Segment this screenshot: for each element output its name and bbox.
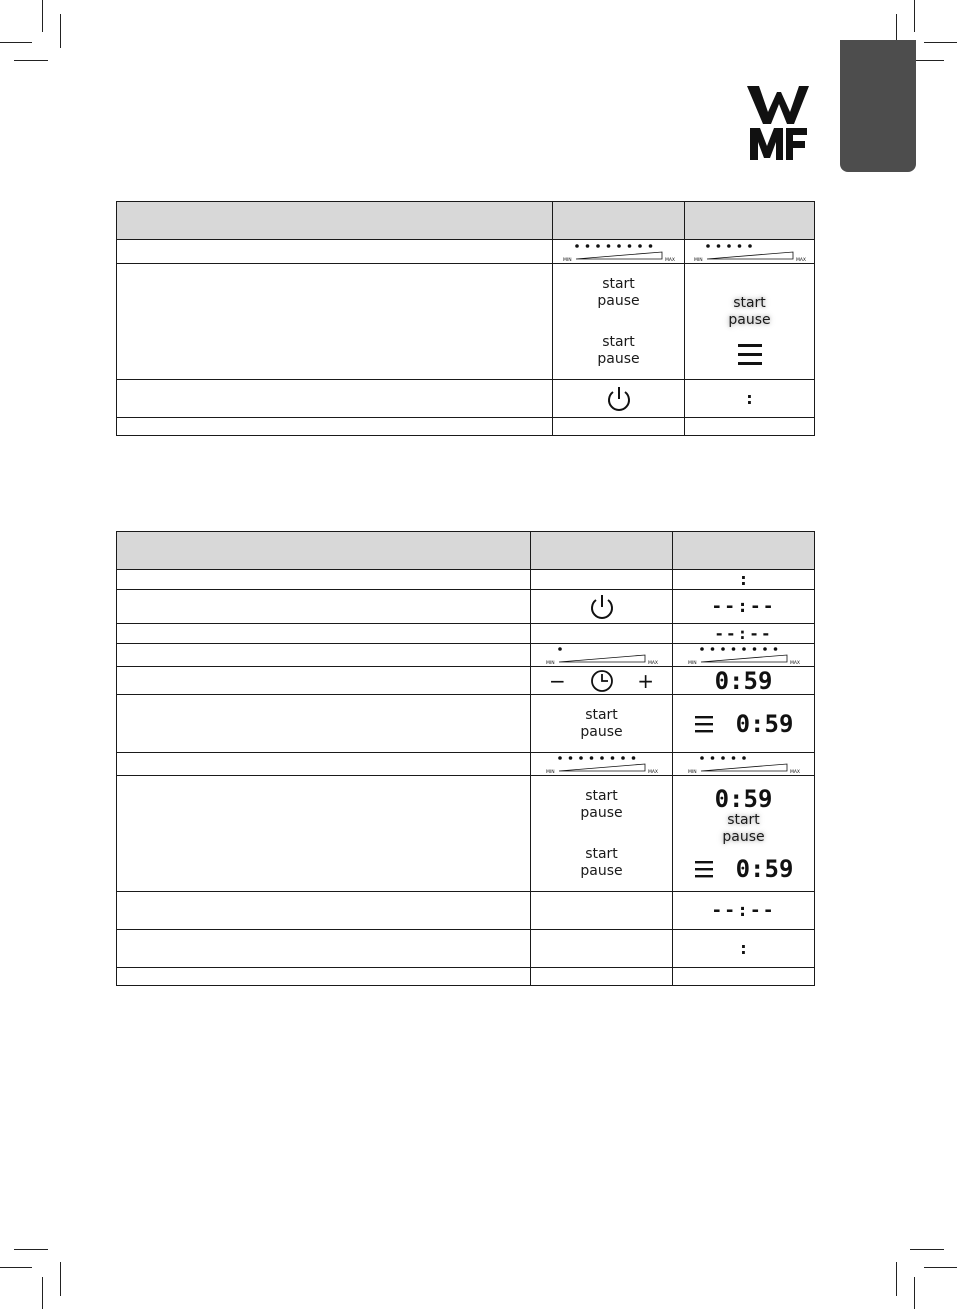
crop-mark xyxy=(914,1277,915,1309)
language-tab xyxy=(840,40,916,172)
table-1-header-row xyxy=(117,202,815,240)
power-level-wedge xyxy=(701,655,787,662)
minus-icon: − xyxy=(549,668,566,693)
power-level-dot xyxy=(721,756,725,760)
crop-mark xyxy=(924,42,957,43)
power-level-wedge xyxy=(559,655,645,662)
start-pause-label-lit: start pause xyxy=(728,294,771,328)
header-cell xyxy=(553,202,685,240)
start-pause-label: start pause xyxy=(597,275,640,309)
scale-max-label: MAX xyxy=(789,770,800,775)
description-cell xyxy=(117,380,553,418)
level-cell xyxy=(531,644,673,667)
plus-icon: + xyxy=(637,668,654,693)
description-cell xyxy=(117,418,553,436)
crop-mark xyxy=(0,42,32,43)
display-cell xyxy=(673,624,815,644)
timer-display: 0:59 xyxy=(714,784,773,813)
table-row xyxy=(117,892,815,930)
table-row xyxy=(117,624,815,644)
button-cell xyxy=(531,695,673,753)
description-cell xyxy=(117,753,531,776)
table-row xyxy=(117,968,815,986)
display-cell xyxy=(685,380,815,418)
menu-icon xyxy=(736,341,764,369)
table-1 xyxy=(116,201,815,436)
display-cell xyxy=(673,892,815,930)
display-cell xyxy=(673,930,815,968)
button-cell xyxy=(553,264,685,380)
scale-min-label: MIN xyxy=(562,257,572,263)
menu-icon xyxy=(694,859,714,879)
display-colon: : xyxy=(746,389,753,408)
power-icon xyxy=(605,384,633,414)
description-cell xyxy=(117,930,531,968)
table-row xyxy=(117,930,815,968)
crop-mark xyxy=(896,1262,897,1296)
header-cell xyxy=(685,202,815,240)
power-level-dot xyxy=(585,244,589,248)
power-level-dot xyxy=(606,244,610,248)
table-row xyxy=(117,644,815,667)
description-cell xyxy=(117,264,553,380)
power-level-dot xyxy=(648,244,652,248)
crop-mark xyxy=(42,1277,43,1309)
power-level-dot xyxy=(568,756,572,760)
power-level-dot xyxy=(731,756,735,760)
power-level-dot xyxy=(700,756,704,760)
power-level-dot xyxy=(575,244,579,248)
power-level-scale xyxy=(544,644,660,666)
scale-min-label: MIN xyxy=(687,661,697,666)
description-cell xyxy=(117,968,531,986)
power-level-dot xyxy=(589,756,593,760)
button-cell xyxy=(531,667,673,695)
scale-max-label: MAX xyxy=(647,661,658,666)
display-cell xyxy=(673,667,815,695)
table-row xyxy=(117,776,815,892)
table-row xyxy=(117,240,815,264)
button-cell xyxy=(531,570,673,590)
power-level-dot xyxy=(727,244,731,248)
power-level-wedge xyxy=(559,764,645,771)
power-level-dot xyxy=(631,756,635,760)
header-cell xyxy=(117,532,531,570)
table-row xyxy=(117,590,815,624)
power-level-scale xyxy=(692,241,808,263)
power-level-dot xyxy=(706,244,710,248)
table-row xyxy=(117,418,815,436)
level-cell xyxy=(685,240,815,264)
display-cell xyxy=(685,264,815,380)
crop-mark xyxy=(60,1262,61,1296)
description-cell xyxy=(117,667,531,695)
crop-mark xyxy=(914,0,915,32)
scale-min-label: MIN xyxy=(693,257,703,263)
description-cell xyxy=(117,695,531,753)
table-row xyxy=(117,667,815,695)
level-cell xyxy=(531,753,673,776)
description-cell xyxy=(117,892,531,930)
scale-min-label: MIN xyxy=(687,770,697,775)
start-pause-label: start pause xyxy=(597,333,640,367)
button-cell xyxy=(531,930,673,968)
start-pause-label: start pause xyxy=(580,845,623,879)
power-level-dot xyxy=(710,647,714,651)
power-level-dot xyxy=(773,647,777,651)
scale-max-label: MAX xyxy=(664,257,675,263)
power-level-wedge xyxy=(707,252,793,259)
scale-max-label: MAX xyxy=(647,770,658,775)
power-level-dot xyxy=(558,756,562,760)
display-cell xyxy=(685,418,815,436)
table-row xyxy=(117,264,815,380)
description-cell xyxy=(117,624,531,644)
scale-max-label: MAX xyxy=(789,661,800,666)
power-level-dot xyxy=(638,244,642,248)
timer-display: 0:59 xyxy=(735,854,794,883)
display-cell xyxy=(673,776,815,892)
button-cell xyxy=(531,776,673,892)
display-colon: : xyxy=(740,939,747,958)
power-level-scale xyxy=(561,241,677,263)
power-level-scale xyxy=(544,753,660,775)
power-level-dot xyxy=(627,244,631,248)
crop-mark xyxy=(42,0,43,32)
display-dashes: --:-- xyxy=(714,624,773,643)
description-cell xyxy=(117,644,531,667)
description-cell xyxy=(117,590,531,624)
power-level-dot xyxy=(610,756,614,760)
header-cell xyxy=(531,532,673,570)
display-cell xyxy=(673,695,815,753)
crop-mark xyxy=(14,1249,48,1250)
power-level-dot xyxy=(600,756,604,760)
scale-max-label: MAX xyxy=(795,257,806,263)
table-row xyxy=(117,570,815,590)
power-level-dot xyxy=(716,244,720,248)
power-level-scale xyxy=(686,644,802,666)
display-cell xyxy=(673,570,815,590)
description-cell xyxy=(117,240,553,264)
level-cell xyxy=(553,240,685,264)
description-cell xyxy=(117,776,531,892)
button-cell xyxy=(553,380,685,418)
power-level-dot xyxy=(742,756,746,760)
crop-mark xyxy=(910,1249,944,1250)
power-level-wedge xyxy=(701,764,787,771)
power-level-dot xyxy=(621,756,625,760)
table-2-header-row xyxy=(117,532,815,570)
button-cell xyxy=(531,968,673,986)
header-cell xyxy=(673,532,815,570)
description-cell xyxy=(117,570,531,590)
header-cell xyxy=(117,202,553,240)
crop-mark xyxy=(0,1267,32,1268)
crop-mark xyxy=(14,60,48,61)
crop-mark xyxy=(60,14,61,48)
start-pause-label: start pause xyxy=(580,706,623,740)
brand-logo xyxy=(745,84,811,164)
timer-display: 0:59 xyxy=(714,666,773,695)
power-level-dot xyxy=(742,647,746,651)
display-cell xyxy=(673,590,815,624)
table-row xyxy=(117,695,815,753)
power-level-dot xyxy=(579,756,583,760)
power-level-dot xyxy=(748,244,752,248)
start-pause-label: start pause xyxy=(580,787,623,821)
button-cell xyxy=(531,590,673,624)
power-level-dot xyxy=(731,647,735,651)
table-row xyxy=(117,380,815,418)
table-row xyxy=(117,753,815,776)
power-level-scale xyxy=(686,753,802,775)
button-cell xyxy=(553,418,685,436)
power-level-dot xyxy=(596,244,600,248)
power-icon xyxy=(588,592,616,622)
display-cell xyxy=(673,968,815,986)
crop-mark xyxy=(924,1267,957,1268)
power-level-dot xyxy=(763,647,767,651)
menu-icon xyxy=(694,714,714,734)
display-dashes: --:-- xyxy=(711,596,776,617)
level-cell xyxy=(673,753,815,776)
start-pause-label-lit: start pause xyxy=(722,811,765,845)
button-cell xyxy=(531,624,673,644)
power-level-wedge xyxy=(576,252,662,259)
power-level-dot xyxy=(752,647,756,651)
button-cell xyxy=(531,892,673,930)
power-level-dot xyxy=(710,756,714,760)
scale-min-label: MIN xyxy=(545,661,555,666)
power-level-dot xyxy=(721,647,725,651)
power-level-dot xyxy=(700,647,704,651)
timer-display: 0:59 xyxy=(735,709,794,738)
display-dashes: --:-- xyxy=(711,900,776,921)
power-level-dot xyxy=(737,244,741,248)
level-cell xyxy=(673,644,815,667)
display-colon: : xyxy=(740,570,747,589)
power-level-dot xyxy=(558,647,562,651)
clock-icon xyxy=(590,669,614,693)
scale-min-label: MIN xyxy=(545,770,555,775)
table-2 xyxy=(116,531,815,986)
power-level-dot xyxy=(617,244,621,248)
